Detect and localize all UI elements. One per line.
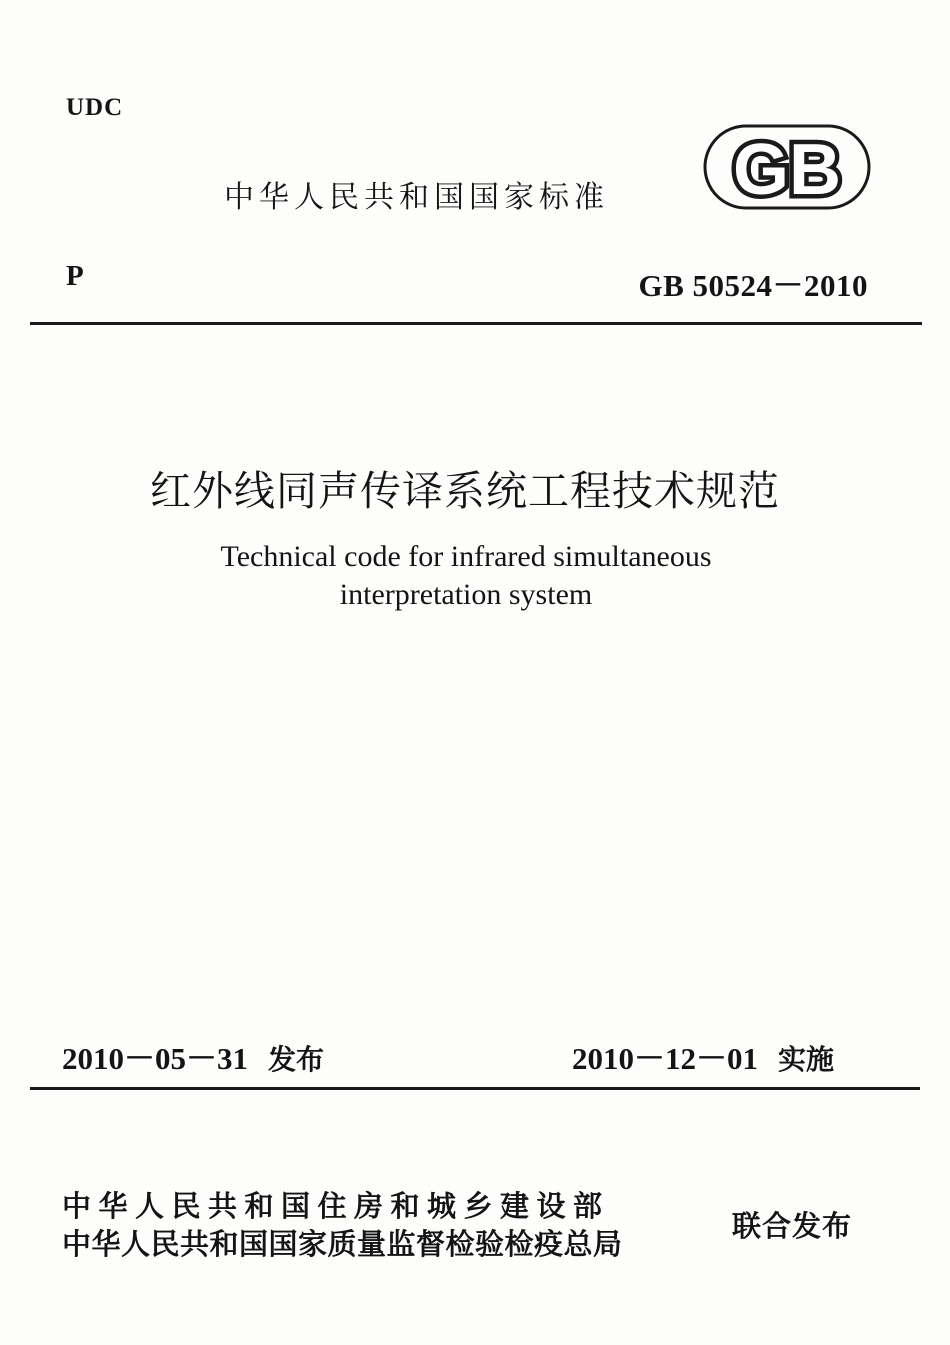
english-title-line-1: Technical code for infrared simultaneous: [220, 540, 712, 573]
english-title-line-2: interpretation system: [339, 578, 593, 611]
joint-publish-label: 联合发布: [732, 1209, 853, 1243]
implement-date: 2010－12－01: [572, 1041, 758, 1076]
gb-logo: [703, 124, 871, 210]
issue-date-block: [62, 1033, 324, 1078]
implement-date-block: [572, 1033, 834, 1078]
bottom-divider: [30, 1087, 920, 1090]
publisher-1: 中华人民共和国住房和城乡建设部: [62, 1189, 610, 1223]
top-divider: [30, 322, 922, 325]
implement-label: 实施: [778, 1043, 835, 1076]
chinese-title: 红外线同声传译系统工程技术规范: [150, 467, 780, 515]
publisher-2: 中华人民共和国国家质量监督检验检疫总局: [62, 1227, 623, 1261]
issue-date: 2010－05－31: [62, 1041, 248, 1076]
standard-type-heading: 中华人民共和国国家标准: [224, 180, 609, 215]
issue-label: 发布: [268, 1043, 325, 1076]
category-code: P: [66, 260, 84, 292]
gb-logo-text: GB: [733, 130, 841, 210]
standard-number: GB 50524－2010: [638, 268, 868, 303]
english-title: [0, 538, 932, 614]
udc-label: UDC: [66, 94, 124, 121]
